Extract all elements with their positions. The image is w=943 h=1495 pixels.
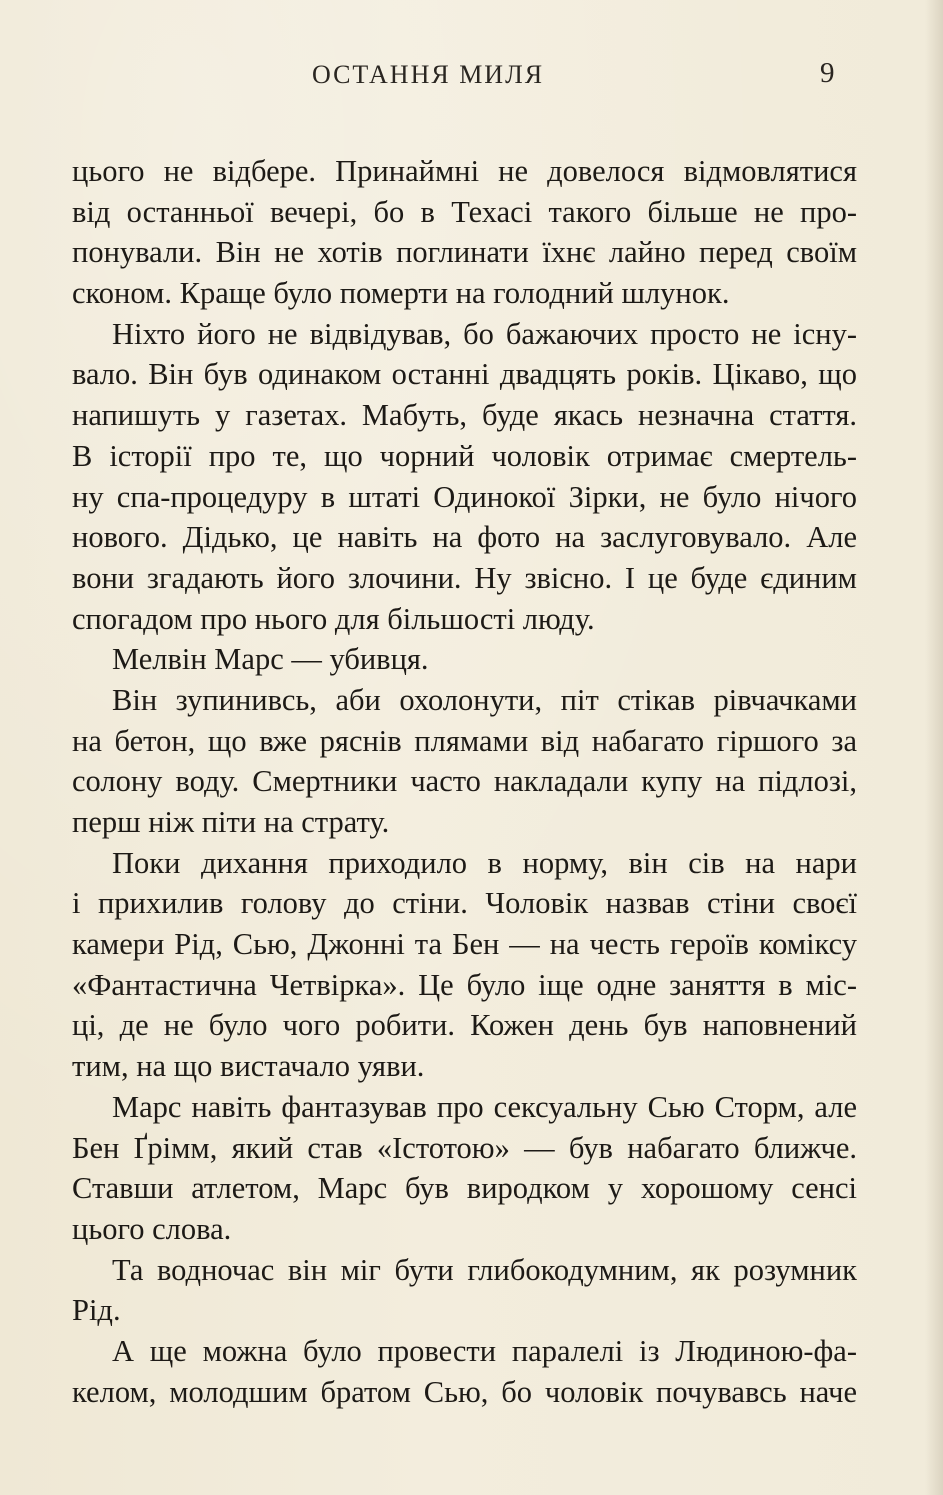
text-line: цього не відбере. Принаймні не довелося відмовлятися	[72, 154, 857, 188]
text-line: цього слова.	[72, 1211, 232, 1246]
page-number: 9	[820, 57, 835, 89]
text-line: напишуть у газетах. Мабуть, буде якась незначна стаття.	[72, 398, 857, 433]
text-line: Рід.	[72, 1293, 121, 1328]
text-line: і прихилив голову до стіни. Чоловік назвав стіни своєї	[72, 886, 857, 921]
running-head-title: ОСТАННЯ МИЛЯ	[312, 60, 545, 89]
text-line: Він зупинивсь, аби охолонути, піт стікав рівчачками	[112, 682, 857, 717]
text-line: спогадом про нього для більшості люду.	[72, 601, 595, 636]
text-line: вони згадають його злочини. Ну звісно. І це буде єдиним	[72, 560, 857, 595]
text-line: «Фантастична Четвірка». Це було іще одне заняття в міс-	[72, 967, 857, 1002]
text-line: Марс навіть фантазував про сексуальну Сью Сторм, але	[112, 1089, 857, 1124]
text-line: Ставши атлетом, Марс був виродком у хорошому сенсі	[72, 1171, 857, 1206]
text-line: солону воду. Смертники часто накладали купу на підлозі,	[72, 764, 857, 799]
text-line: А ще можна було провести паралелі із Людиною-фа-	[112, 1333, 857, 1368]
text-line: нового. Дідько, це навіть на фото на заслуговувало. Але	[72, 520, 857, 555]
text-line: келом, молодшим братом Сью, бо чоловік почувавсь наче	[72, 1374, 857, 1409]
text-line: Ніхто його не відвідував, бо бажаючих просто не існу-	[112, 316, 857, 351]
page-edge-shadow	[925, 0, 943, 1495]
text-line: сконом. Краще було померти на голодний шлунок.	[72, 276, 730, 311]
text-line: В історії про те, що чорний чоловік отримає смертель-	[72, 438, 857, 473]
text-line: від останньої вечері, бо в Техасі такого більше не про-	[72, 194, 857, 229]
text-line: ну спа-процедуру в штаті Одинокої Зірки, не було нічого	[72, 479, 857, 514]
text-line: Мелвін Марс — убивця.	[112, 642, 429, 677]
text-line: понували. Він не хотів поглинати їхнє лайно перед своїм	[72, 235, 857, 270]
text-line: Поки дихання приходило в норму, він сів на нари	[112, 845, 857, 880]
text-line: ці, де не було чого робити. Кожен день був наповнений	[72, 1008, 857, 1043]
text-line: вало. Він був одинаком останні двадцять років. Цікаво, що	[72, 357, 857, 392]
text-line: на бетон, що вже ряснів плямами від набагато гіршого за	[72, 723, 857, 758]
text-line: Бен Ґрімм, який став «Істотою» — був набагато ближче.	[72, 1130, 857, 1165]
body-text	[72, 151, 857, 1412]
text-line: тим, на що вистачало уяви.	[72, 1049, 425, 1084]
text-line: камери Рід, Сью, Джонні та Бен — на честь героїв коміксу	[72, 927, 857, 962]
text-line: перш ніж піти на страту.	[72, 805, 390, 839]
text-line: Та водночас він міг бути глибокодумним, як розумник	[112, 1252, 857, 1287]
